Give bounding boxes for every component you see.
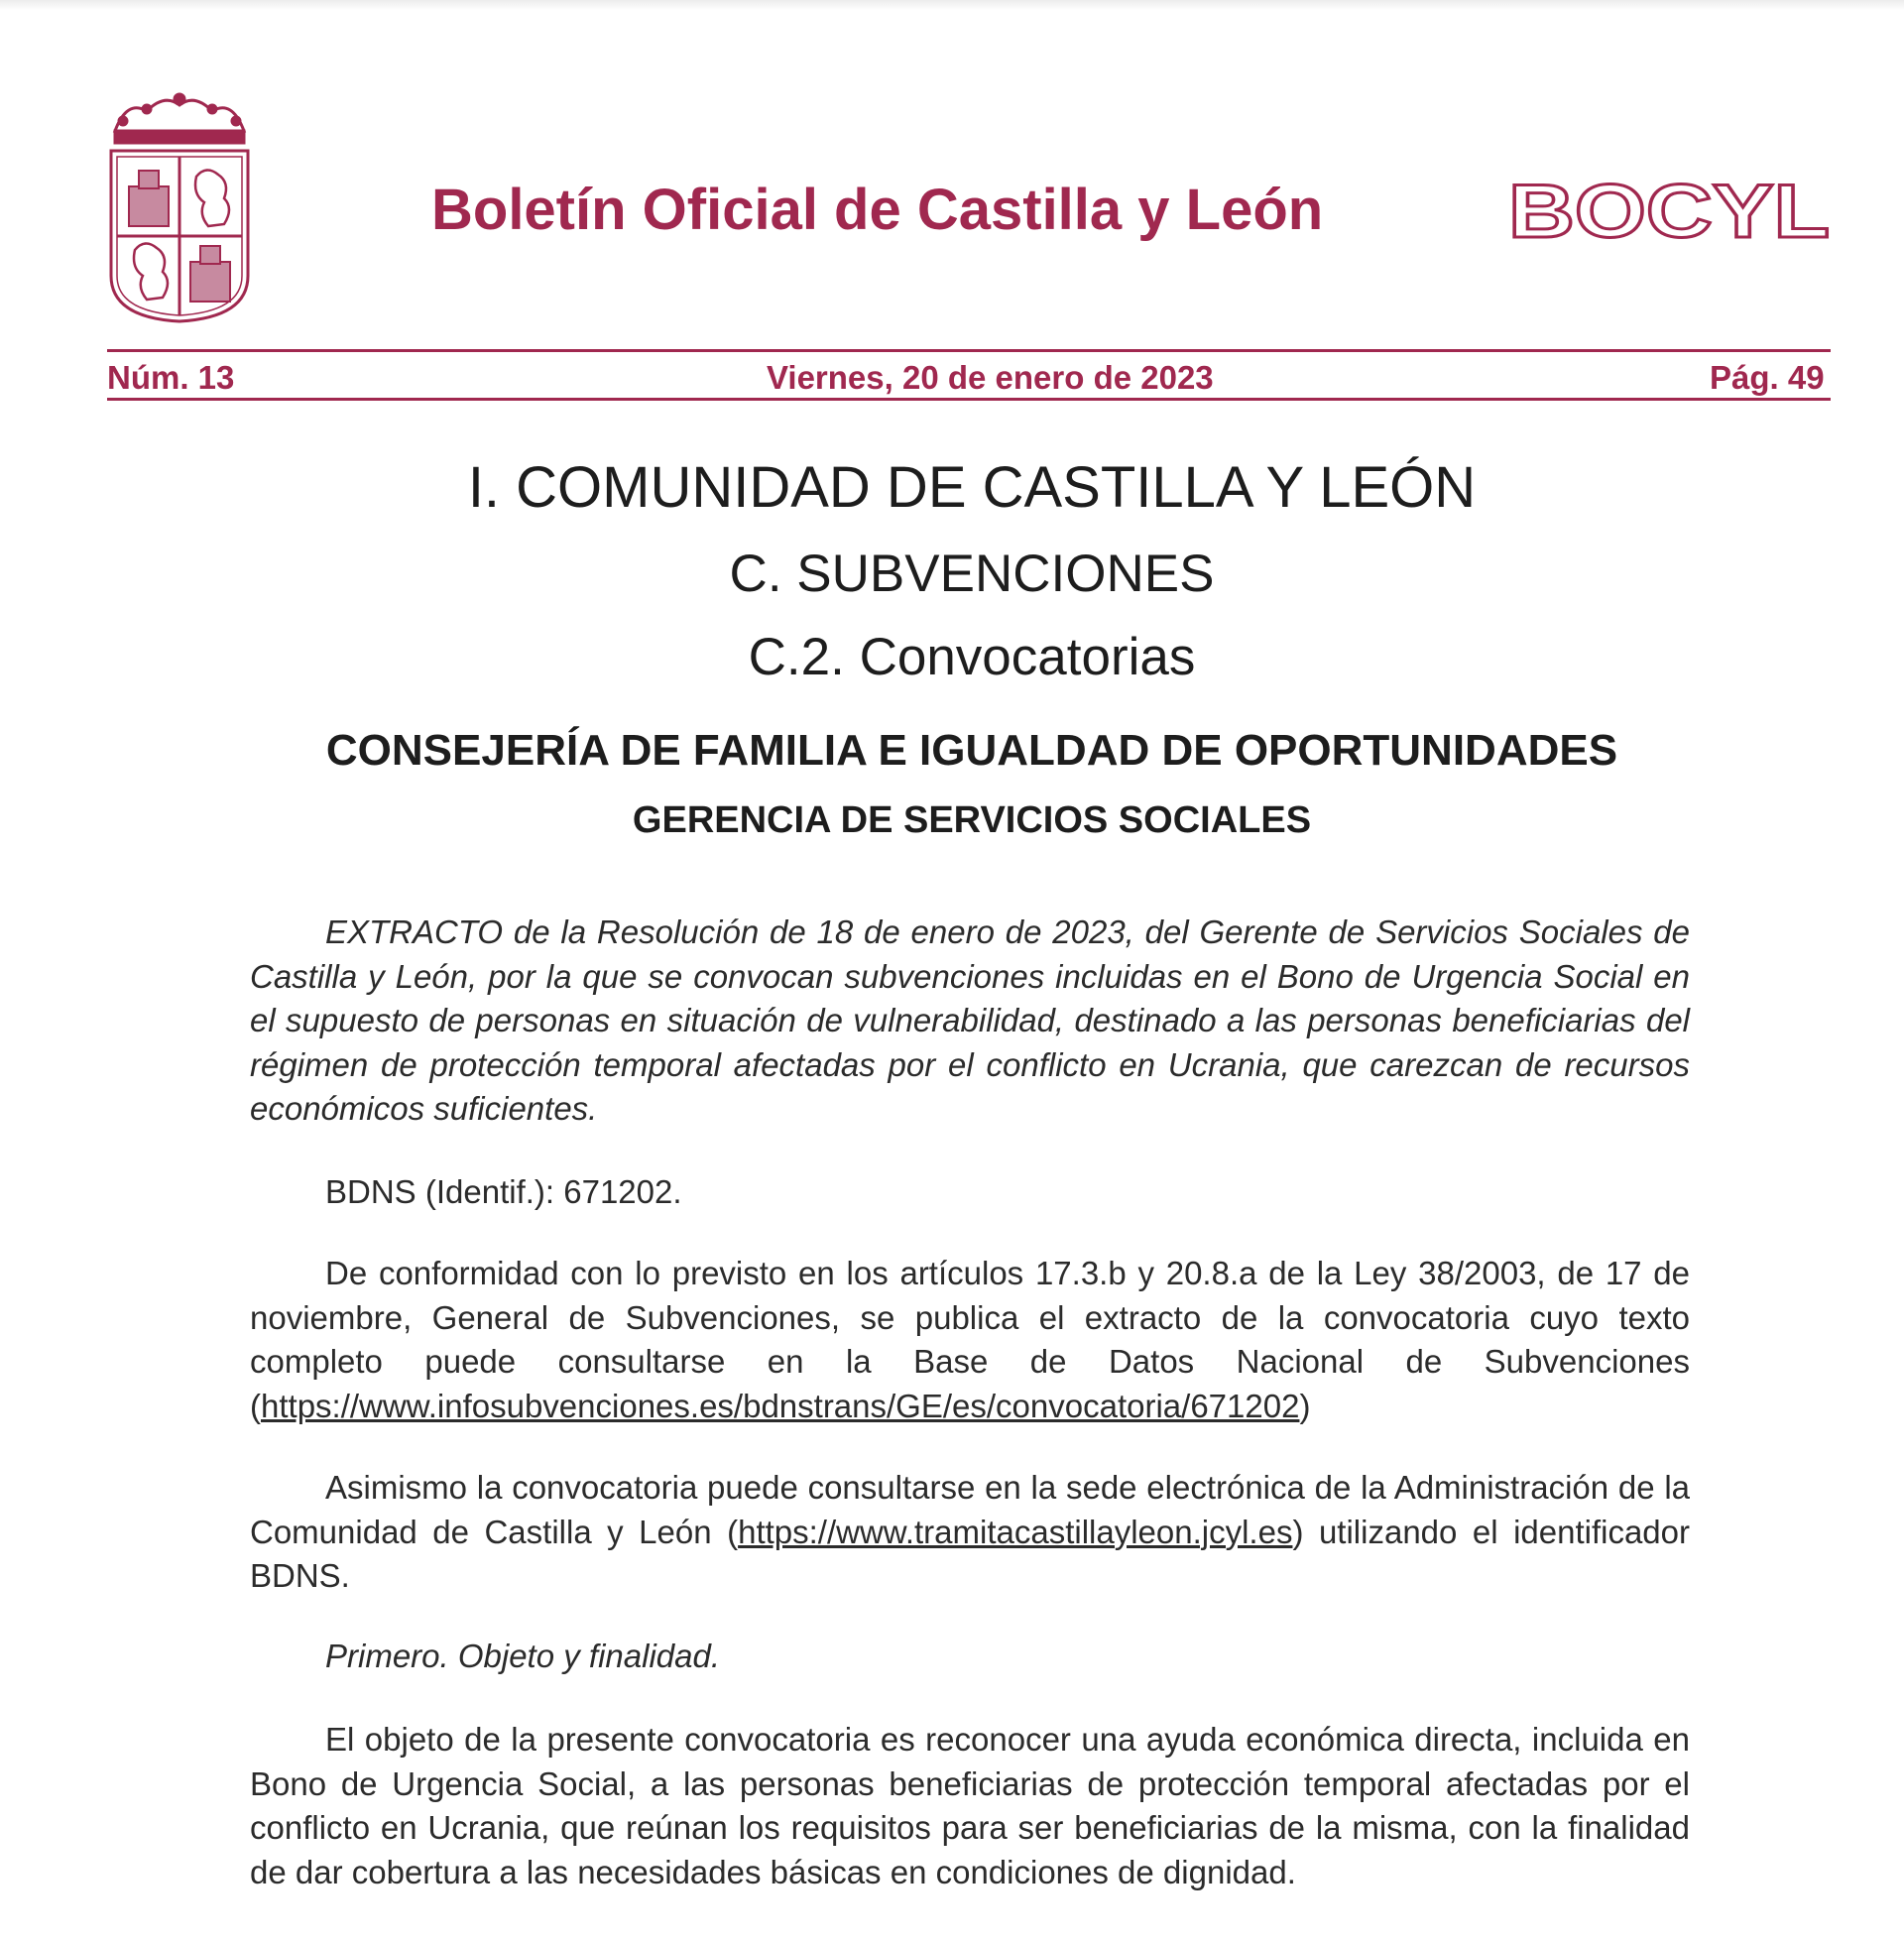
header-rule-top bbox=[107, 349, 1831, 352]
sede-text-after: utilizando el identificador BDNS. bbox=[250, 1513, 1691, 1594]
header-rule-bottom bbox=[107, 398, 1831, 401]
subsubsection-heading: C.2. Convocatorias bbox=[748, 628, 1196, 686]
issue-number: Núm. 13 bbox=[107, 359, 235, 396]
section-heading: I. COMUNIDAD DE CASTILLA Y LEÓN bbox=[467, 455, 1477, 520]
sede-text-before: Asimismo la convocatoria puede consultarse en la sede electrónica de la Administración de la Comunidad de Castilla y León bbox=[250, 1469, 1690, 1550]
bdns-text: BDNS (Identif.): 671202. bbox=[325, 1173, 682, 1210]
bocyl-logo-text: BOCYL bbox=[1508, 174, 1830, 248]
first-heading: Primero. Objeto y finalidad. bbox=[325, 1638, 721, 1674]
extract-paragraph bbox=[250, 911, 1690, 1132]
bdns-link[interactable]: https://www.infosubvenciones.es/bdnstrans/GE/es/convocatoria/671202 bbox=[261, 1387, 1300, 1424]
first-heading-paragraph bbox=[250, 1635, 1690, 1679]
castilla-y-leon-coat-of-arms-icon bbox=[107, 91, 252, 325]
bdns-paragraph bbox=[250, 1170, 1690, 1215]
page-number: Pág. 49 bbox=[1710, 359, 1825, 396]
bulletin-title: Boletín Oficial de Castilla y León bbox=[431, 178, 1324, 242]
sede-link[interactable]: https://www.tramitacastillayleon.jcyl.es bbox=[738, 1513, 1293, 1550]
department-heading: CONSEJERÍA DE FAMILIA E IGUALDAD DE OPORTUNIDADES bbox=[325, 726, 1618, 775]
conformity-paragraph: De conformidad con lo previsto en los artículos 17.3.b y 20.8.a de la Ley 38/2003, de 17 de noviembre, General de Subvenciones, se publica el extracto de la convocatoria cuyo texto completo puede consultarse en la Base de Datos Nacional de Subvenciones (https://www.infosubvenciones.es/bdnstrans/GE/es/convocatoria/671202) bbox=[250, 1255, 1690, 1424]
object-paragraph bbox=[250, 1718, 1690, 1894]
top-shade bbox=[0, 0, 1904, 10]
conformity-text: De conformidad con lo previsto en los artículos 17.3.b y 20.8.a de la Ley 38/2003, de 17 de noviembre, General de Subvenciones, se publica el extracto de la convocatoria cuyo texto completo puede consultarse en la Base de Datos Nacional de Subvenciones bbox=[250, 1255, 1690, 1380]
subsection-heading: C. SUBVENCIONES bbox=[729, 545, 1215, 603]
object-text: El objeto de la presente convocatoria es reconocer una ayuda económica directa, incluida en Bono de Urgencia Social, a las personas beneficiarias de protección temporal afectadas por el conflicto en Ucrania, que reúnan los requisitos para ser beneficiarias de la misma, con la finalidad de dar cobertura a las necesidades básicas en condiciones de dignidad. bbox=[250, 1721, 1690, 1890]
sede-paragraph: Asimismo la convocatoria puede consultarse en la sede electrónica de la Administración de la Comunidad de Castilla y León (https://www.tramitacastillayleon.jcyl.es) utilizando el identificador BDNS. bbox=[250, 1469, 1691, 1594]
agency-heading: GERENCIA DE SERVICIOS SOCIALES bbox=[632, 799, 1312, 841]
bocyl-logo bbox=[1506, 174, 1834, 248]
issue-date: Viernes, 20 de enero de 2023 bbox=[767, 359, 1214, 396]
extract-text: EXTRACTO de la Resolución de 18 de enero de 2023, del Gerente de Servicios Sociales de Castilla y León, por la que se convocan subvenciones incluidas en el Bono de Urgencia Social en el supuesto de personas en situación de vulnerabilidad, destinado a las personas beneficiarias del régimen de protección temporal afectadas por el conflicto en Ucrania, que carezcan de recursos económicos suficientes. bbox=[250, 913, 1690, 1127]
